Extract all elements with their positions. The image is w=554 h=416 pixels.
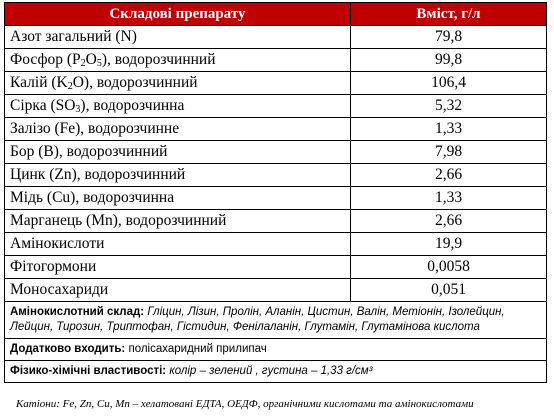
table-row xyxy=(5,164,547,187)
additional-text: полісахаридний прилипач xyxy=(125,343,267,355)
component-text-sub1: 2 xyxy=(67,81,73,92)
value-cell: 2,66 xyxy=(351,210,547,233)
amino-label: Амінокислотний склад: xyxy=(10,306,145,318)
physchem-label: Фізико-хімічні властивості: xyxy=(10,365,167,377)
component-cell xyxy=(5,26,351,49)
table-row xyxy=(5,256,547,279)
component-text-pre: Калій (K xyxy=(10,74,68,91)
composition-table xyxy=(4,2,547,383)
table-row xyxy=(5,26,547,49)
component-text-pre: Азот загальний (N) xyxy=(10,28,137,45)
value-cell: 1,33 xyxy=(351,187,547,210)
header-content: Вміст, г/л xyxy=(351,3,547,26)
component-text-mid: ), водорозчинна xyxy=(80,97,185,114)
physchem-text: колір – зелений , густина – 1,33 г/см³ xyxy=(166,365,373,377)
amino-composition-note xyxy=(5,302,547,339)
additional-row xyxy=(5,339,547,361)
additional-label: Додатково входить: xyxy=(10,343,126,355)
value-cell: 106,4 xyxy=(351,72,547,95)
value-cell: 99,8 xyxy=(351,49,547,72)
spec-table-container xyxy=(4,2,550,383)
component-text-mid: O xyxy=(85,51,97,68)
table-row xyxy=(5,72,547,95)
value-cell: 5,32 xyxy=(351,95,547,118)
value-cell: 2,66 xyxy=(351,164,547,187)
value-cell: 0,051 xyxy=(351,279,547,302)
component-text-pre: Сірка (SO xyxy=(10,97,76,114)
value-cell: 79,8 xyxy=(351,26,547,49)
component-cell xyxy=(5,95,351,118)
component-text-mid: O), водорозчинний xyxy=(72,74,198,91)
component-cell xyxy=(5,49,351,72)
component-text-sub1: 3 xyxy=(75,104,81,115)
component-text-post: ), водорозчинний xyxy=(101,51,216,68)
component-text-pre: Фосфор (P xyxy=(10,51,81,68)
component-cell xyxy=(5,279,351,302)
component-text-pre: Залізо (Fe), водорозчинне xyxy=(10,120,180,137)
table-row xyxy=(5,233,547,256)
table-row xyxy=(5,141,547,164)
amino-text: Гліцин, Лізин, Пролін, Аланін, Цистин, Валін, Метіонін, Ізолейцин, Лейцин, Тирозин, Триптофан, Гістидин, Фенілаланін, Глутамін, Глутамінова кислота xyxy=(10,306,505,333)
table-row xyxy=(5,210,547,233)
table-row xyxy=(5,49,547,72)
component-text-pre: Бор (B), водорозчинний xyxy=(10,143,168,160)
component-text-pre: Моносахариди xyxy=(10,281,109,298)
header-component: Складові препарату xyxy=(5,3,351,26)
component-text-sub1: 2 xyxy=(80,58,86,69)
component-text-pre: Фітогормони xyxy=(10,258,97,275)
component-text-sub2: 5 xyxy=(96,58,102,69)
component-text-pre: Амінокислоти xyxy=(10,235,105,252)
value-cell: 1,33 xyxy=(351,118,547,141)
component-cell xyxy=(5,210,351,233)
physchem-row xyxy=(5,361,547,383)
component-text-pre: Цинк (Zn), водорозчинний xyxy=(10,166,186,183)
table-row xyxy=(5,187,547,210)
physchem-note xyxy=(5,361,547,383)
value-cell: 7,98 xyxy=(351,141,547,164)
component-cell xyxy=(5,256,351,279)
value-cell: 0,0058 xyxy=(351,256,547,279)
component-cell xyxy=(5,233,351,256)
component-text-pre: Мідь (Cu), водорозчинна xyxy=(10,189,175,206)
component-text-pre: Марганець (Mn), водорозчинний xyxy=(10,212,227,229)
table-row xyxy=(5,95,547,118)
table-header-row xyxy=(5,3,547,26)
additional-note xyxy=(5,339,547,361)
component-cell xyxy=(5,164,351,187)
amino-composition-row xyxy=(5,302,547,339)
component-cell xyxy=(5,187,351,210)
component-cell xyxy=(5,72,351,95)
table-row xyxy=(5,118,547,141)
table-body xyxy=(5,26,547,302)
component-cell xyxy=(5,141,351,164)
footnote: Катіони: Fe, Zn, Cu, Mn – хелатовані ЕДТА, ОЕДФ, органічними кислотами та амінокислотами xyxy=(16,398,474,410)
value-cell: 19,9 xyxy=(351,233,547,256)
table-row xyxy=(5,279,547,302)
component-cell xyxy=(5,118,351,141)
